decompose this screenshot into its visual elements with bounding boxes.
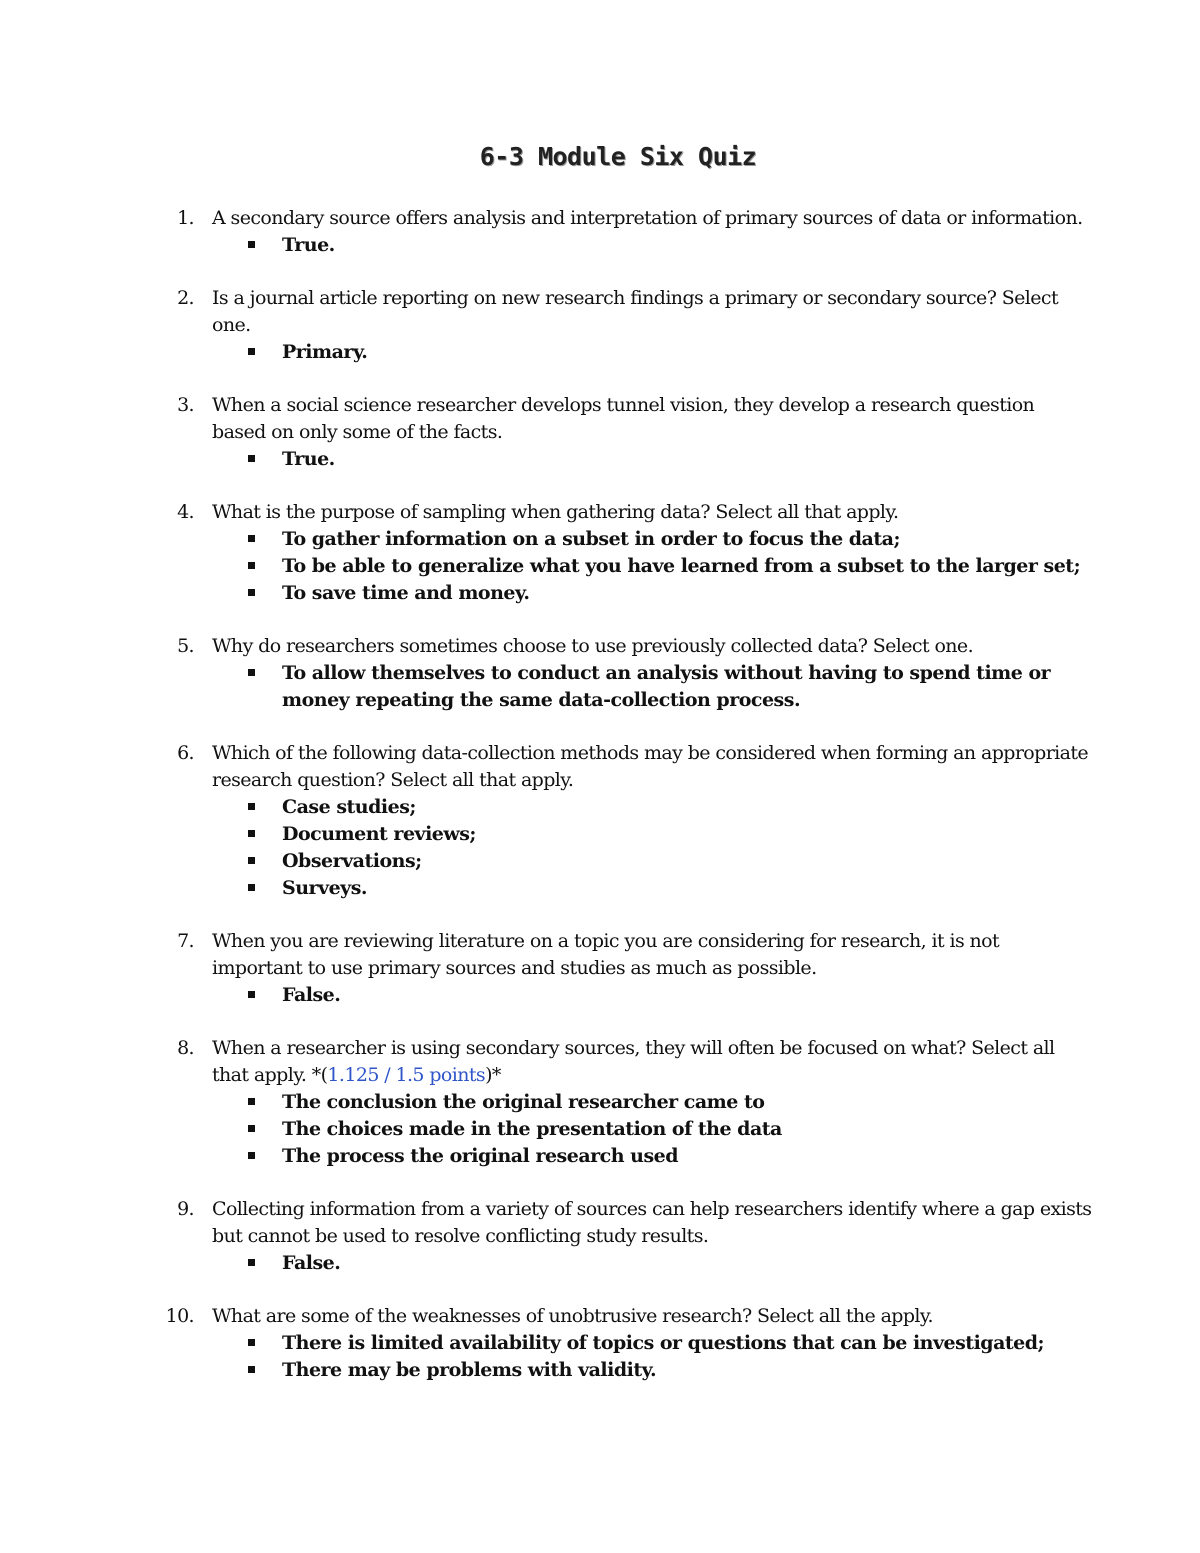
- answer-text: To allow themselves to conduct an analysis without having to spend time or money repeating the same data-collection process.: [282, 662, 1051, 711]
- answer-item: [282, 982, 1092, 1009]
- square-bullet-icon: [248, 535, 255, 542]
- answer-item: [282, 848, 1092, 875]
- answer-text: False.: [282, 984, 341, 1006]
- question-item: [0, 928, 1200, 1009]
- answer-item: [282, 526, 1092, 553]
- answer-item: [282, 1116, 1092, 1143]
- question-text: Is a journal article reporting on new research findings a primary or secondary source? Select one.: [212, 287, 1058, 336]
- question-number: 3.: [177, 394, 194, 416]
- answer-text: True.: [282, 234, 335, 256]
- answer-item: [282, 232, 1092, 259]
- square-bullet-icon: [248, 1152, 255, 1159]
- question-text: What is the purpose of sampling when gathering data? Select all that apply.: [212, 501, 899, 523]
- square-bullet-icon: [248, 348, 255, 355]
- question-text: Collecting information from a variety of sources can help researchers identify where a gap exists but cannot be used to resolve conflicting study results.: [212, 1198, 1092, 1247]
- answer-text: Observations;: [282, 850, 422, 872]
- answer-item: [282, 580, 1092, 607]
- answer-item: [282, 1143, 1092, 1170]
- answer-item: [282, 1357, 1092, 1384]
- question-text: When you are reviewing literature on a topic you are considering for research, it is not important to use primary sources and studies as much as possible.: [212, 930, 1000, 979]
- answer-item: [282, 660, 1092, 714]
- square-bullet-icon: [248, 1098, 255, 1105]
- answer-text: Primary.: [282, 341, 368, 363]
- question-item: [0, 1196, 1200, 1277]
- answer-item: [282, 821, 1092, 848]
- question-item: [0, 1303, 1200, 1384]
- question-number: 6.: [177, 742, 194, 764]
- question-number: 5.: [177, 635, 194, 657]
- question-item: [0, 633, 1200, 714]
- score-prefix: *(: [306, 1064, 328, 1086]
- question-number: 7.: [177, 930, 194, 952]
- question-text: When a social science researcher develops tunnel vision, they develop a research question based on only some of the facts.: [212, 394, 1035, 443]
- answer-item: [282, 1250, 1092, 1277]
- answer-text: False.: [282, 1252, 341, 1274]
- answer-list: [0, 1089, 1200, 1170]
- answer-item: [282, 446, 1092, 473]
- question-text: Why do researchers sometimes choose to use previously collected data? Select one.: [212, 635, 974, 657]
- answer-text: There may be problems with validity.: [282, 1359, 657, 1381]
- question-text: [212, 1035, 1092, 1089]
- square-bullet-icon: [248, 669, 255, 676]
- answer-item: [282, 1330, 1092, 1357]
- question-text: Which of the following data-collection methods may be considered when forming an appropriate research question? Select all that apply.: [212, 742, 1089, 791]
- answer-list: [0, 339, 1200, 366]
- question-number: 9.: [177, 1198, 194, 1220]
- answer-text: True.: [282, 448, 335, 470]
- answer-text: There is limited availability of topics or questions that can be investigated;: [282, 1332, 1045, 1354]
- square-bullet-icon: [248, 241, 255, 248]
- square-bullet-icon: [248, 1366, 255, 1373]
- square-bullet-icon: [248, 1339, 255, 1346]
- square-bullet-icon: [248, 1125, 255, 1132]
- answer-text: The choices made in the presentation of the data: [282, 1118, 782, 1140]
- question-item: [0, 285, 1200, 366]
- answer-list: [0, 446, 1200, 473]
- answer-text: The process the original research used: [282, 1145, 679, 1167]
- square-bullet-icon: [248, 991, 255, 998]
- question-text: What are some of the weaknesses of unobtrusive research? Select all the apply.: [212, 1305, 933, 1327]
- answer-item: [282, 794, 1092, 821]
- square-bullet-icon: [248, 803, 255, 810]
- answer-text: The conclusion the original researcher came to: [282, 1091, 765, 1113]
- answer-list: [0, 232, 1200, 259]
- square-bullet-icon: [248, 830, 255, 837]
- question-number: 1.: [177, 207, 194, 229]
- question-item: [0, 205, 1200, 259]
- question-list: [0, 205, 1200, 1410]
- square-bullet-icon: [248, 562, 255, 569]
- answer-list: [0, 1250, 1200, 1277]
- answer-text: To be able to generalize what you have learned from a subset to the larger set;: [282, 555, 1081, 577]
- answer-item: [282, 339, 1092, 366]
- answer-text: Surveys.: [282, 877, 368, 899]
- answer-item: [282, 553, 1092, 580]
- answer-item: [282, 875, 1092, 902]
- answer-text: To gather information on a subset in order to focus the data;: [282, 528, 900, 550]
- question-number: 4.: [177, 501, 194, 523]
- question-number: 8.: [177, 1037, 194, 1059]
- square-bullet-icon: [248, 455, 255, 462]
- answer-list: [0, 660, 1200, 714]
- answer-list: [0, 794, 1200, 902]
- square-bullet-icon: [248, 1259, 255, 1266]
- answer-text: Document reviews;: [282, 823, 476, 845]
- square-bullet-icon: [248, 857, 255, 864]
- answer-list: [0, 982, 1200, 1009]
- question-item: [0, 1035, 1200, 1170]
- square-bullet-icon: [248, 589, 255, 596]
- score-suffix: )*: [485, 1064, 501, 1086]
- answer-list: [0, 526, 1200, 607]
- question-number: 2.: [177, 287, 194, 309]
- question-item: [0, 740, 1200, 902]
- question-text: A secondary source offers analysis and interpretation of primary sources of data or information.: [212, 207, 1083, 229]
- answer-list: [0, 1330, 1200, 1384]
- square-bullet-icon: [248, 884, 255, 891]
- answer-text: To save time and money.: [282, 582, 530, 604]
- question-number: 10.: [165, 1305, 194, 1327]
- question-text-body: When a researcher is using secondary sources, they will often be focused on what? Select all that apply.: [212, 1037, 1055, 1086]
- question-item: [0, 392, 1200, 473]
- score-value: 1.125 / 1.5 points: [327, 1064, 486, 1086]
- page-title: 6-3 Module Six Quiz: [479, 142, 757, 171]
- answer-item: [282, 1089, 1092, 1116]
- answer-text: Case studies;: [282, 796, 416, 818]
- question-item: [0, 499, 1200, 607]
